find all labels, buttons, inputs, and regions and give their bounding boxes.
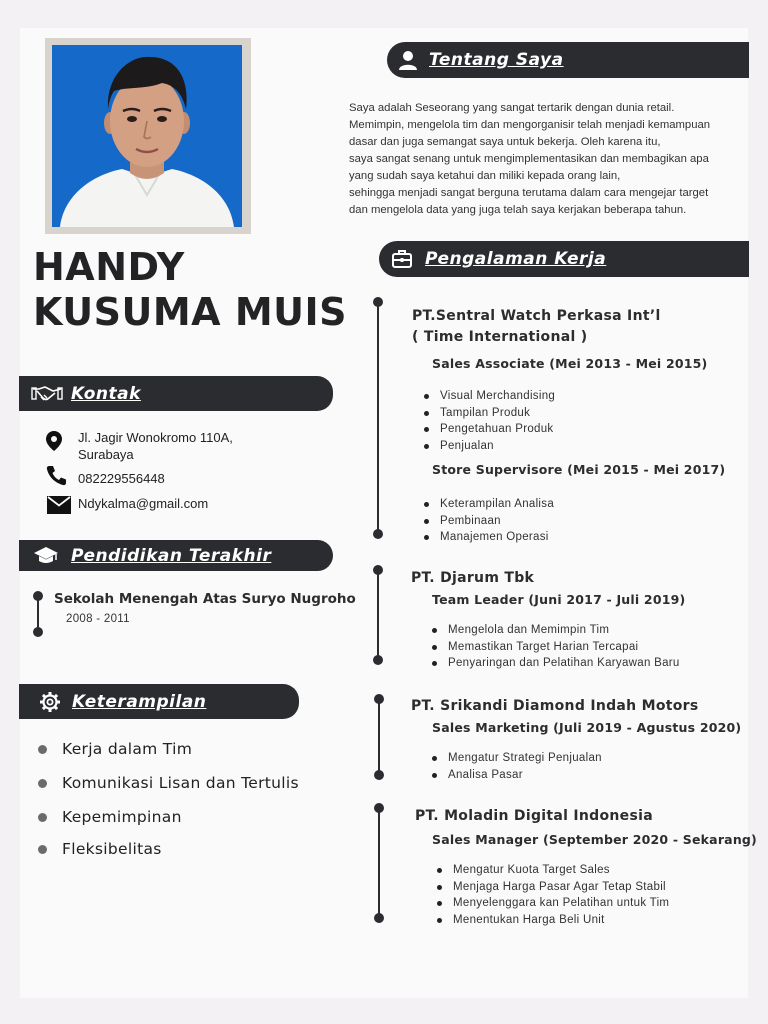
- task-item: Tampilan Produk: [424, 405, 555, 422]
- skill-bullet: [38, 779, 47, 788]
- job-tasks: [424, 388, 555, 454]
- about-line: dan mengelola data yang juga telah saya kerjakan beberapa tahun.: [349, 204, 687, 216]
- school-years: 2008 - 2011: [66, 613, 130, 625]
- job-role: Sales Marketing (Juli 2019 - Agustus 2020): [432, 720, 742, 735]
- about-line: dasar dan juga semangat saya untuk bekerja. Oleh karena itu,: [349, 136, 661, 148]
- experience-title: Pengalaman Kerja: [425, 249, 607, 269]
- address-line2: Surabaya: [78, 447, 134, 462]
- about-line: saya sangat senang untuk mengimplementasikan dan membagikan apa: [349, 153, 709, 165]
- name-last: KUSUMA MUIS: [33, 290, 347, 334]
- timeline-dot: [33, 591, 43, 601]
- task-item: Menjaga Harga Pasar Agar Tetap Stabil: [437, 879, 669, 896]
- skills-title: Keterampilan: [72, 691, 207, 712]
- job-role: Team Leader (Juni 2017 - Juli 2019): [432, 592, 686, 607]
- education-header: [19, 540, 333, 571]
- gear-icon: [39, 691, 61, 713]
- about-line: Memimpin, mengelola tim dan mengorganisir telah menjadi kemampuan: [349, 119, 711, 131]
- location-pin-icon: [45, 430, 63, 457]
- name-first: HANDY: [33, 245, 185, 289]
- task-item: Pengetahuan Produk: [424, 421, 555, 438]
- graduation-cap-icon: [33, 545, 59, 567]
- about-line: sehingga menjadi sangat berguna terutama dalam cara mengejar target: [349, 187, 709, 199]
- about-line: Saya adalah Seseorang yang sangat tertarik dengan dunia retail.: [349, 102, 675, 114]
- job-company: PT. Srikandi Diamond Indah Motors: [411, 698, 699, 714]
- job-company: PT.Sentral Watch Perkasa Int’l: [412, 308, 661, 324]
- about-header: [387, 42, 749, 78]
- timeline-dot: [374, 913, 384, 923]
- job-role: Store Supervisore (Mei 2015 - Mei 2017): [432, 462, 726, 477]
- job-tasks: [424, 496, 554, 546]
- person-icon: [397, 49, 419, 71]
- briefcase-icon: [391, 248, 413, 270]
- email-address[interactable]: Ndykalma@gmail.com: [78, 496, 209, 511]
- job-company-subtitle: ( Time International ): [412, 329, 588, 345]
- task-item: Penjualan: [424, 438, 555, 455]
- school-name: Sekolah Menengah Atas Suryo Nugroho: [54, 591, 356, 607]
- mail-icon: [47, 496, 71, 519]
- job-tasks: [432, 622, 680, 672]
- task-item: Visual Merchandising: [424, 388, 555, 405]
- task-item: Pembinaan: [424, 513, 554, 530]
- task-item: Mengelola dan Memimpin Tim: [432, 622, 680, 639]
- job-role: Sales Manager (September 2020 - Sekarang): [432, 832, 757, 847]
- handshake-icon: [31, 383, 63, 405]
- skill-bullet: [38, 745, 47, 754]
- skill-item: Kepemimpinan: [62, 808, 182, 826]
- job-role: Sales Associate (Mei 2013 - Mei 2015): [432, 356, 708, 371]
- address-line1: Jl. Jagir Wonokromo 110A,: [78, 430, 233, 445]
- timeline-dot: [33, 627, 43, 637]
- experience-timeline-1: [377, 302, 379, 534]
- timeline-dot: [374, 694, 384, 704]
- timeline-dot: [374, 803, 384, 813]
- task-item: Keterampilan Analisa: [424, 496, 554, 513]
- skill-item: Komunikasi Lisan dan Tertulis: [62, 774, 299, 792]
- job-tasks: [437, 862, 669, 928]
- contact-header: [19, 376, 333, 411]
- about-title: Tentang Saya: [429, 50, 564, 70]
- profile-photo: [45, 38, 251, 234]
- timeline-dot: [373, 297, 383, 307]
- skill-bullet: [38, 845, 47, 854]
- task-item: Mengatur Strategi Penjualan: [432, 750, 602, 767]
- timeline-dot: [373, 565, 383, 575]
- timeline-dot: [374, 770, 384, 780]
- phone-icon: [45, 464, 67, 491]
- experience-header: [379, 241, 749, 277]
- contact-title: Kontak: [71, 383, 141, 404]
- experience-timeline-3: [378, 699, 380, 775]
- job-company: PT. Djarum Tbk: [411, 570, 535, 586]
- job-tasks: [432, 750, 602, 783]
- about-line: yang sudah saya ketahui dan miliki kepada orang lain,: [349, 170, 621, 182]
- experience-timeline-4: [378, 808, 380, 918]
- skill-item: Kerja dalam Tim: [62, 740, 193, 758]
- task-item: Menyelenggara kan Pelatihan untuk Tim: [437, 895, 669, 912]
- experience-timeline-2: [377, 570, 379, 660]
- task-item: Penyaringan dan Pelatihan Karyawan Baru: [432, 655, 680, 672]
- about-text: [349, 100, 744, 219]
- skill-item: Fleksibelitas: [62, 840, 162, 858]
- skill-bullet: [38, 813, 47, 822]
- task-item: Manajemen Operasi: [424, 529, 554, 546]
- phone-number[interactable]: 082229556448: [78, 471, 165, 486]
- timeline-dot: [373, 655, 383, 665]
- timeline-dot: [373, 529, 383, 539]
- education-title: Pendidikan Terakhir: [71, 545, 272, 566]
- task-item: Mengatur Kuota Target Sales: [437, 862, 669, 879]
- task-item: Menentukan Harga Beli Unit: [437, 912, 669, 929]
- job-company: PT. Moladin Digital Indonesia: [415, 808, 653, 824]
- skills-header: [19, 684, 299, 719]
- task-item: Memastikan Target Harian Tercapai: [432, 639, 680, 656]
- task-item: Analisa Pasar: [432, 767, 602, 784]
